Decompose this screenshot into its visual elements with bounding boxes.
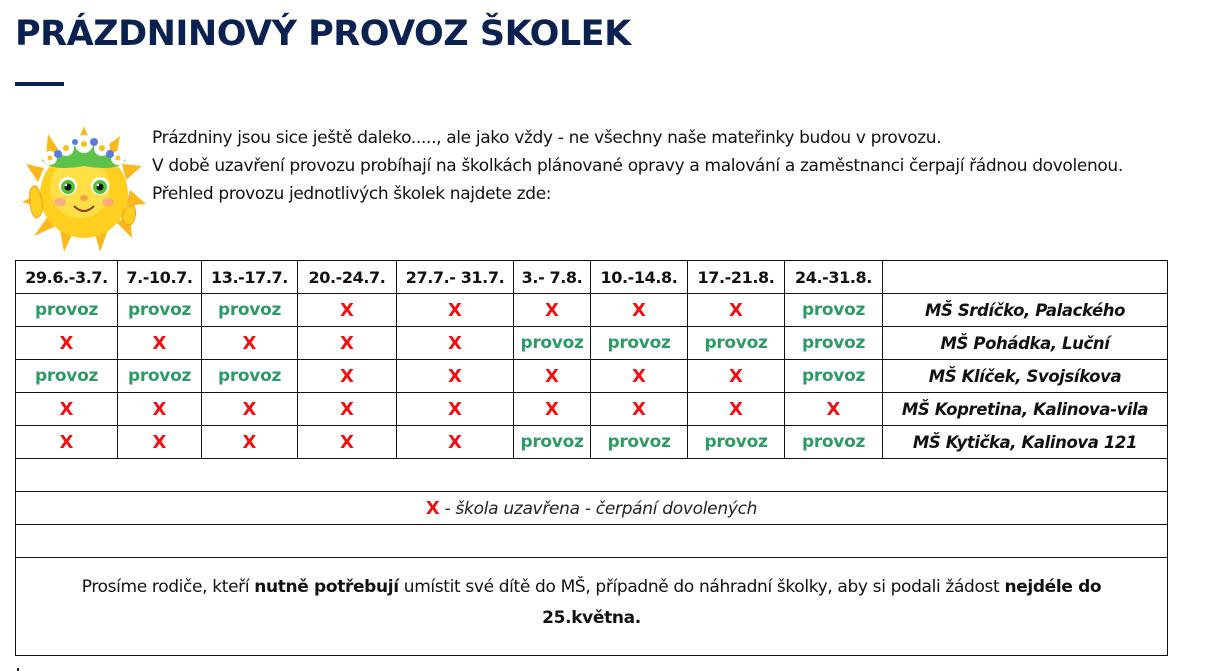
status-cell: X	[514, 294, 591, 327]
school-name: MŠ Srdíčko, Palackého	[883, 294, 1168, 327]
status-cell: X	[397, 426, 514, 459]
title-underline-divider	[15, 82, 64, 86]
status-cell: provoz	[16, 360, 118, 393]
status-cell: X	[591, 393, 688, 426]
status-cell: X	[514, 360, 591, 393]
status-cell: X	[688, 360, 785, 393]
status-cell: X	[785, 393, 883, 426]
table-row	[16, 327, 1168, 360]
status-cell: provoz	[591, 327, 688, 360]
notice-deadline: nejdéle do 25.května.	[542, 576, 1102, 628]
status-cell: provoz	[785, 327, 883, 360]
status-cell: X	[16, 393, 118, 426]
school-name: MŠ Kopretina, Kalinova-vila	[883, 393, 1168, 426]
table-row	[16, 360, 1168, 393]
notice-text: umístit své dítě do MŠ, případně do náhradní školky, aby si podali žádost	[398, 576, 1005, 597]
notice-emphasis: nutně potřebují	[254, 576, 399, 597]
column-header: 29.6.-3.7.	[16, 261, 118, 294]
notice-row	[16, 558, 1168, 656]
status-cell: X	[16, 327, 118, 360]
status-cell: X	[16, 426, 118, 459]
status-cell: provoz	[118, 360, 202, 393]
status-cell: X	[397, 393, 514, 426]
empty-cell	[16, 459, 1168, 492]
intro-line-2: V době uzavření provozu probíhají na školkách plánované opravy a malování a zaměstnanci čerpají řádnou dovolenou.	[152, 156, 1123, 176]
sun-with-flower-wreath-icon	[20, 124, 148, 254]
status-cell: provoz	[785, 426, 883, 459]
status-cell: X	[514, 393, 591, 426]
status-cell: provoz	[591, 426, 688, 459]
column-header: 7.-10.7.	[118, 261, 202, 294]
table-row	[16, 294, 1168, 327]
empty-cell	[16, 525, 1168, 558]
table-row	[16, 426, 1168, 459]
column-header: 13.-17.7.	[202, 261, 298, 294]
notice-cell	[16, 558, 1168, 656]
column-header-school	[883, 261, 1168, 294]
spacer-row	[16, 525, 1168, 558]
table-header-row	[16, 261, 1168, 294]
status-cell: X	[298, 360, 397, 393]
status-cell: X	[298, 426, 397, 459]
legend-cell	[16, 492, 1168, 525]
page-title: PRÁZDNINOVÝ PROVOZ ŠKOLEK	[15, 14, 631, 54]
status-cell: X	[298, 327, 397, 360]
spacer-row	[16, 459, 1168, 492]
status-cell: provoz	[202, 294, 298, 327]
status-cell: X	[688, 393, 785, 426]
status-cell: X	[397, 360, 514, 393]
status-cell: X	[202, 426, 298, 459]
intro-line-1: Prázdniny jsou sice ještě daleko....., ale jako vždy - ne všechny naše mateřinky budou v provozu.	[152, 128, 942, 148]
status-cell: provoz	[785, 294, 883, 327]
school-name: MŠ Pohádka, Luční	[883, 327, 1168, 360]
status-cell: X	[591, 294, 688, 327]
status-cell: X	[298, 393, 397, 426]
status-cell: X	[591, 360, 688, 393]
column-header: 24.-31.8.	[785, 261, 883, 294]
column-header: 3.- 7.8.	[514, 261, 591, 294]
school-name: MŠ Kytička, Kalinova 121	[883, 426, 1168, 459]
legend-row	[16, 492, 1168, 525]
status-cell: provoz	[688, 327, 785, 360]
status-cell: provoz	[202, 360, 298, 393]
legend-text: - škola uzavřena - čerpání dovolených	[439, 498, 758, 519]
status-cell: X	[118, 393, 202, 426]
column-header: 20.-24.7.	[298, 261, 397, 294]
column-header: 10.-14.8.	[591, 261, 688, 294]
table-row	[16, 393, 1168, 426]
status-cell: provoz	[118, 294, 202, 327]
status-cell: X	[118, 426, 202, 459]
status-cell: provoz	[514, 327, 591, 360]
school-name: MŠ Klíček, Svojsíkova	[883, 360, 1168, 393]
intro-text	[152, 124, 1202, 208]
status-cell: X	[397, 327, 514, 360]
notice-text: Prosíme rodiče, kteří	[81, 576, 255, 597]
column-header: 17.-21.8.	[688, 261, 785, 294]
closed-symbol: X	[425, 497, 440, 519]
summer-schedule-table	[15, 260, 1168, 656]
status-cell: provoz	[785, 360, 883, 393]
column-header: 27.7.- 31.7.	[397, 261, 514, 294]
intro-line-3: Přehled provozu jednotlivých školek najdete zde:	[152, 184, 552, 204]
status-cell: X	[397, 294, 514, 327]
status-cell: provoz	[16, 294, 118, 327]
status-cell: X	[688, 294, 785, 327]
status-cell: X	[202, 393, 298, 426]
status-cell: X	[202, 327, 298, 360]
status-cell: X	[118, 327, 202, 360]
status-cell: provoz	[514, 426, 591, 459]
status-cell: X	[298, 294, 397, 327]
status-cell: provoz	[688, 426, 785, 459]
